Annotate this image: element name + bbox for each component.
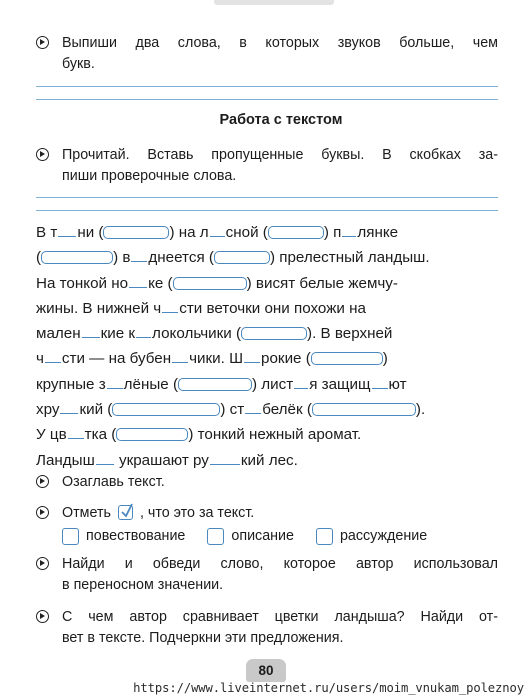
passage-line: На тонкой но ке ( ) висят белые жемчу- [36, 274, 398, 292]
page-top-tab [214, 0, 334, 5]
page-number: 80 [246, 659, 286, 682]
answer-box[interactable] [241, 327, 307, 340]
option-description[interactable]: описание [207, 526, 294, 546]
letter-gap[interactable] [294, 379, 308, 389]
letter-gap[interactable] [60, 404, 78, 414]
answer-box[interactable] [312, 403, 416, 416]
answer-box[interactable] [103, 226, 169, 239]
checkbox[interactable] [316, 528, 333, 545]
letter-gap[interactable] [131, 252, 147, 262]
passage-line: В т ни ( ) на л сной ( ) п лянке [36, 224, 399, 241]
checkbox[interactable] [207, 528, 224, 545]
answer-box[interactable] [116, 428, 188, 441]
letter-gap[interactable] [210, 227, 225, 237]
letter-gap[interactable] [342, 227, 356, 237]
answer-line[interactable] [36, 197, 498, 198]
task-marker-icon [36, 610, 49, 623]
letter-gap[interactable] [82, 328, 100, 338]
task-text-line: Найди и обведи слово, которое автор использовал [62, 556, 498, 572]
option-reasoning[interactable]: рассуждение [316, 526, 427, 546]
letter-gap[interactable] [210, 455, 240, 465]
answer-box[interactable] [173, 277, 247, 290]
passage-line: крупные з лёные ( ) лист я защищ ют [36, 375, 407, 393]
answer-box[interactable] [311, 352, 383, 365]
passage-line: Ландыш украшают ру кий лес. [36, 451, 298, 469]
task-marker-icon [36, 36, 49, 49]
answer-line[interactable] [36, 86, 498, 87]
letter-gap[interactable] [107, 379, 123, 389]
letter-gap[interactable] [96, 455, 114, 465]
task-mark-text-type [36, 503, 498, 524]
answer-line[interactable] [36, 210, 498, 211]
passage-line: мален кие к локольчики ( ). В верхней [36, 325, 393, 343]
passage-line: ( ) в днеется ( ) прелестный ландыш. [36, 249, 430, 267]
letter-gap[interactable] [45, 353, 61, 363]
checkbox[interactable] [62, 528, 79, 545]
task-insert-letters [36, 145, 498, 187]
task-title-text [36, 472, 498, 493]
task-marker-icon [36, 475, 49, 488]
answer-box[interactable] [112, 403, 220, 416]
task-text-line: Озаглавь текст. [62, 474, 165, 490]
letter-gap[interactable] [68, 429, 84, 439]
letter-gap[interactable] [58, 227, 76, 237]
passage-line: ч сти — на бубен чики. Ш рокие ( ) [36, 350, 388, 368]
passage-line: хру кий ( ) ст белёк ( ). [36, 401, 426, 419]
task-find-figurative-word [36, 554, 498, 596]
task-text-line: пиши проверочные слова. [62, 168, 237, 184]
task-text-line: С чем автор сравнивает цветки ландыша? Найди от- [62, 609, 498, 625]
task-marker-icon [36, 557, 49, 570]
task-text: , что это за текст. [139, 505, 255, 521]
letter-gap[interactable] [129, 278, 147, 288]
passage-line: жины. В нижней ч сти веточки они похожи на [36, 299, 366, 317]
task-text-line: Выпиши два слова, в которых звуков больше, чем [62, 35, 498, 51]
option-narration[interactable]: повествование [62, 526, 185, 546]
answer-box[interactable] [41, 251, 113, 264]
answer-box[interactable] [214, 251, 270, 264]
watermark-url: https://www.liveinternet.ru/users/moim_vnukam_poleznoy [133, 681, 524, 695]
task-text-line: вет в тексте. Подчеркни эти предложения. [62, 630, 344, 646]
answer-box[interactable] [178, 378, 252, 391]
task-write-two-words [36, 33, 498, 75]
answer-line[interactable] [36, 99, 498, 100]
task-comparison [36, 607, 498, 649]
task-marker-icon [36, 506, 49, 519]
task-text-line: в переносном значении. [62, 577, 224, 593]
check-mark-icon [120, 503, 134, 519]
section-heading: Работа с текстом [219, 112, 343, 128]
checked-box-icon [118, 505, 133, 520]
letter-gap[interactable] [136, 328, 151, 338]
task-text-line: букв. [62, 56, 95, 72]
letter-gap[interactable] [245, 404, 261, 414]
exercise-passage [36, 220, 498, 473]
task-marker-icon [36, 148, 49, 161]
letter-gap[interactable] [372, 379, 388, 389]
letter-gap[interactable] [172, 353, 188, 363]
task-text-line: Прочитай. Вставь пропущенные буквы. В скобках за- [62, 147, 498, 163]
task-text: Отметь [62, 505, 111, 521]
passage-line: У цв тка ( ) тонкий нежный аромат. [36, 426, 362, 444]
letter-gap[interactable] [162, 303, 178, 313]
answer-box[interactable] [268, 226, 324, 239]
letter-gap[interactable] [244, 353, 260, 363]
text-type-options [62, 526, 502, 551]
